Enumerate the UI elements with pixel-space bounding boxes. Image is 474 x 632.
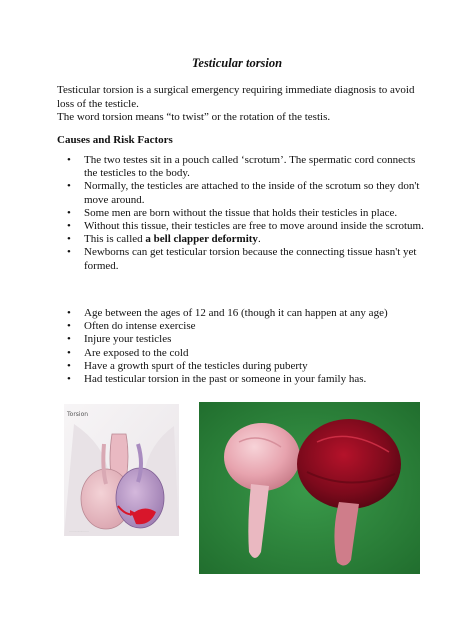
list-item: • Normally, the testicles are attached to the inside of the scrotum so they don't move around. xyxy=(57,180,429,206)
intro-line-2: The word torsion means “to twist” or the rotation of the testis. xyxy=(57,111,331,123)
bell-clapper-prefix: This is called xyxy=(84,233,146,246)
list-item: • The two testes sit in a pouch called ‘scrotum’. The spermatic cord connects the testicles to the body. xyxy=(57,154,429,180)
list-item xyxy=(57,233,429,246)
torsion-illustration xyxy=(64,404,179,536)
list-item: • Have a growth spurt of the testicles during puberty xyxy=(57,360,429,373)
figure-label: Torsion xyxy=(67,411,89,418)
list-item: • Often do intense exercise xyxy=(57,320,429,333)
intro-paragraph xyxy=(57,84,427,125)
list-item: • Injure your testicles xyxy=(57,333,429,346)
list-item: • Some men are born without the tissue that holds their testicles in place. xyxy=(57,207,429,220)
document-title: Testicular torsion xyxy=(191,56,283,70)
list-item: • Had testicular torsion in the past or someone in your family has. xyxy=(57,373,429,386)
bell-clapper-suffix: . xyxy=(257,233,261,246)
list-item: • Without this tissue, their testicles are free to move around inside the scrotum. xyxy=(57,220,429,233)
intro-line-1: Testicular torsion is a surgical emergency requiring immediate diagnosis to avoid loss of the testicle. xyxy=(57,84,415,110)
causes-heading: Causes and Risk Factors xyxy=(57,134,173,146)
list-item: • Age between the ages of 12 and 16 (though it can happen at any age) xyxy=(57,307,429,320)
bell-clapper-term: a bell clapper deformity xyxy=(145,233,258,246)
surgical-photo xyxy=(199,402,420,574)
image-caption: ····················· xyxy=(69,529,90,533)
causes-list xyxy=(57,154,429,273)
list-item: • Are exposed to the cold xyxy=(57,347,429,360)
list-item: • Newborns can get testicular torsion because the connecting tissue hasn't yet formed. xyxy=(57,246,429,272)
risk-factors-list xyxy=(57,307,429,386)
